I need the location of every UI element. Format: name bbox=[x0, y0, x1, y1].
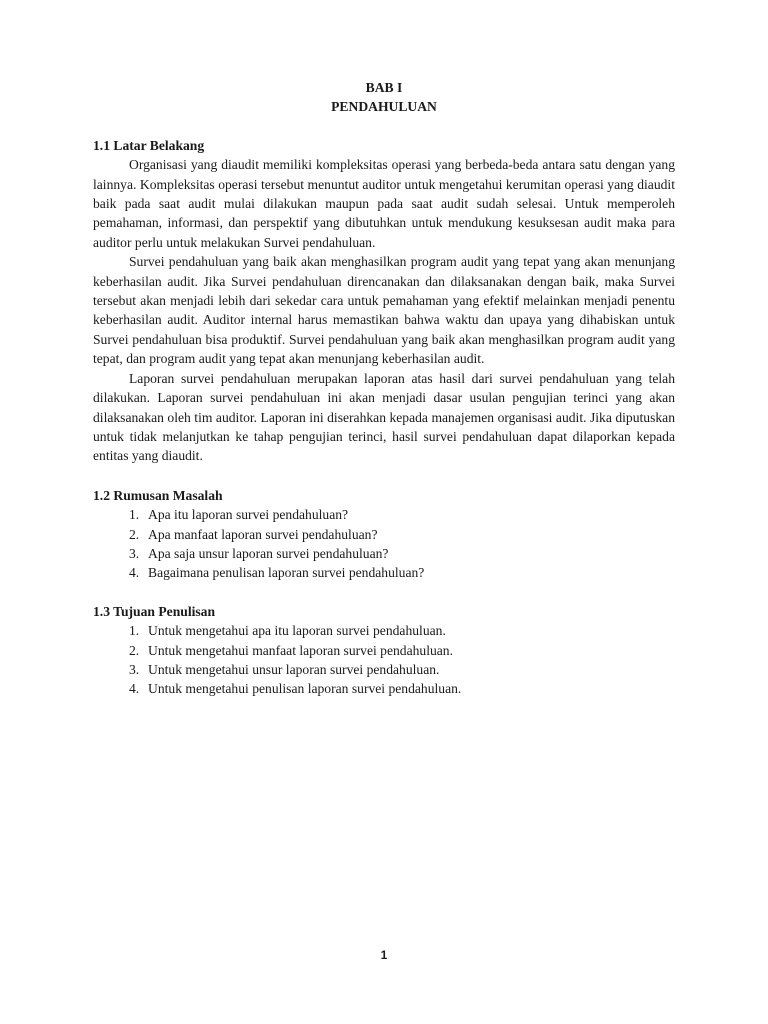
list-item bbox=[93, 660, 675, 679]
paragraph: Survei pendahuluan yang baik akan menghasilkan program audit yang tepat yang akan menunjang keberhasilan audit. Jika Survei pendahuluan direncanakan dan dilaksanakan dengan baik, maka Survei tersebut akan menjadi lebih dari sekedar cara untuk pemahaman yang efektif melainkan menjadi penentu keberhasilan audit. Auditor internal harus memastikan bahwa waktu dan upaya yang dihabiskan untuk Survei pendahuluan bisa produktif. Survei pendahuluan yang baik akan menghasilkan program audit yang tepat, dan program audit yang tepat akan menunjang keberhasilan audit. bbox=[93, 254, 675, 367]
list-number: 3. bbox=[129, 545, 140, 561]
list-text: Apa saja unsur laporan survei pendahuluan? bbox=[148, 545, 389, 561]
section-title-rumusan-masalah: 1.2 Rumusan Masalah bbox=[93, 487, 223, 503]
list-text: Untuk mengetahui unsur laporan survei pendahuluan. bbox=[148, 661, 440, 677]
list-text: Apa manfaat laporan survei pendahuluan? bbox=[148, 526, 378, 542]
document-page bbox=[93, 78, 675, 699]
list-text: Apa itu laporan survei pendahuluan? bbox=[148, 507, 349, 523]
paragraph: Laporan survei pendahuluan merupakan laporan atas hasil dari survei pendahuluan yang telah dilakukan. Laporan survei pendahuluan ini akan menjadi dasar usulan pengujian terinci yang akan dilaksanakan oleh tim auditor. Laporan ini diserahkan kepada manajemen organisasi audit. Jika diputuskan untuk tidak melanjutkan ke tahap pengujian terinci, hasil survei pendahuluan dapat dilaporkan kepada entitas yang diaudit. bbox=[93, 370, 675, 464]
list-number: 2. bbox=[129, 526, 140, 542]
section-tujuan-penulisan bbox=[93, 602, 675, 699]
chapter-title: PENDAHULUAN bbox=[331, 99, 437, 115]
list-item bbox=[93, 621, 675, 640]
list-text: Untuk mengetahui penulisan laporan survei pendahuluan. bbox=[148, 681, 462, 697]
list-number: 1. bbox=[129, 623, 140, 639]
section-title-latar-belakang: 1.1 Latar Belakang bbox=[93, 137, 205, 153]
list-text: Untuk mengetahui apa itu laporan survei pendahuluan. bbox=[148, 623, 446, 639]
list-number: 4. bbox=[129, 681, 140, 697]
page-number: 1 bbox=[380, 948, 388, 962]
list-item bbox=[93, 544, 675, 563]
list-item bbox=[93, 641, 675, 660]
paragraph: Organisasi yang diaudit memiliki kompleksitas operasi yang berbeda-beda antara satu dengan yang lainnya. Kompleksitas operasi tersebut menuntut auditor untuk mengetahui kerumitan operasi yang diaudit baik pada saat audit mulai dilakukan maupun pada saat audit sudah selesai. Untuk memperoleh pemahaman, informasi, dan perspektif yang dibutuhkan untuk mendukung kesuksesan audit maka para auditor perlu untuk melakukan Survei pendahuluan. bbox=[93, 157, 675, 250]
list-number: 3. bbox=[129, 661, 140, 677]
list-item bbox=[93, 679, 675, 698]
rumusan-list bbox=[93, 505, 675, 583]
list-number: 2. bbox=[129, 642, 140, 658]
list-number: 4. bbox=[129, 565, 140, 581]
section-title-tujuan-penulisan: 1.3 Tujuan Penulisan bbox=[93, 603, 216, 619]
list-item bbox=[93, 563, 675, 582]
list-text: Bagaimana penulisan laporan survei pendahuluan? bbox=[148, 565, 425, 581]
list-number: 1. bbox=[129, 507, 140, 523]
tujuan-list bbox=[93, 621, 675, 699]
chapter-label: BAB I bbox=[365, 80, 403, 95]
list-item bbox=[93, 525, 675, 544]
list-item bbox=[93, 505, 675, 524]
section-rumusan-masalah bbox=[93, 486, 675, 583]
list-text: Untuk mengetahui manfaat laporan survei pendahuluan. bbox=[148, 642, 454, 658]
section-latar-belakang bbox=[93, 136, 675, 466]
